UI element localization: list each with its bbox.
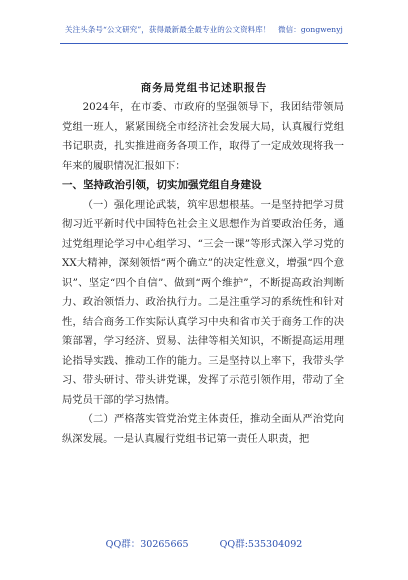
- document-title: 商务局党组书记述职报告: [140, 82, 268, 94]
- body-paragraph-2: （二）严格落实管党治党主体责任，推动全面从严治党向纵深发展。一是认真履行党组书记第一责任人职责，把: [62, 413, 344, 445]
- body-paragraph-1: （一）强化理论武装，筑牢思想根基。一是坚持把学习贯彻习近平新时代中国特色社会主义思想作为首要政治任务，通过党组理论学习中心组学习、“三会一课”等形式深入学习党的XX大精神，深刻领悟“两个确立”的决定性意义，增强“四个意识”、坚定“四个自信”、做到“两个维护”，不断提高政治判断力、政治领悟力、政治执行力。二是注重学习的系统性和针对性，结合商务工作实际认真学习中央和省市关于商务工作的决策部署，学习经济、贸易、法律等相关知识，不断提高运用理论指导实践、推动工作的能力。三是坚持以上率下，我带头学习、带头研讨、带头讲党课，发挥了示范引领作用，带动了全局党员干部的学习热情。: [62, 198, 344, 406]
- document-body: [62, 98, 344, 449]
- header-banner: 关注头条号“公文研究”，获得最新最全最专业的公文资料库！ 微信：gongwenyj: [65, 25, 343, 34]
- footer-contacts: [0, 536, 408, 550]
- header-divider: [60, 43, 348, 44]
- qq-group-1: QQ群：30265665: [105, 539, 189, 550]
- qq-group-2: QQ群:535304092: [219, 539, 303, 550]
- intro-paragraph: 2024年，在市委、市政府的坚强领导下，我团结带领局党组一班人，紧紧围绕全市经济社会发展大局，认真履行党组书记职责，扎实推进商务各项工作，取得了一定成效现将我一年来的履职情况汇报如下：: [62, 101, 344, 172]
- section-heading: 一、坚持政治引领，切实加强党组自身建设: [62, 179, 262, 191]
